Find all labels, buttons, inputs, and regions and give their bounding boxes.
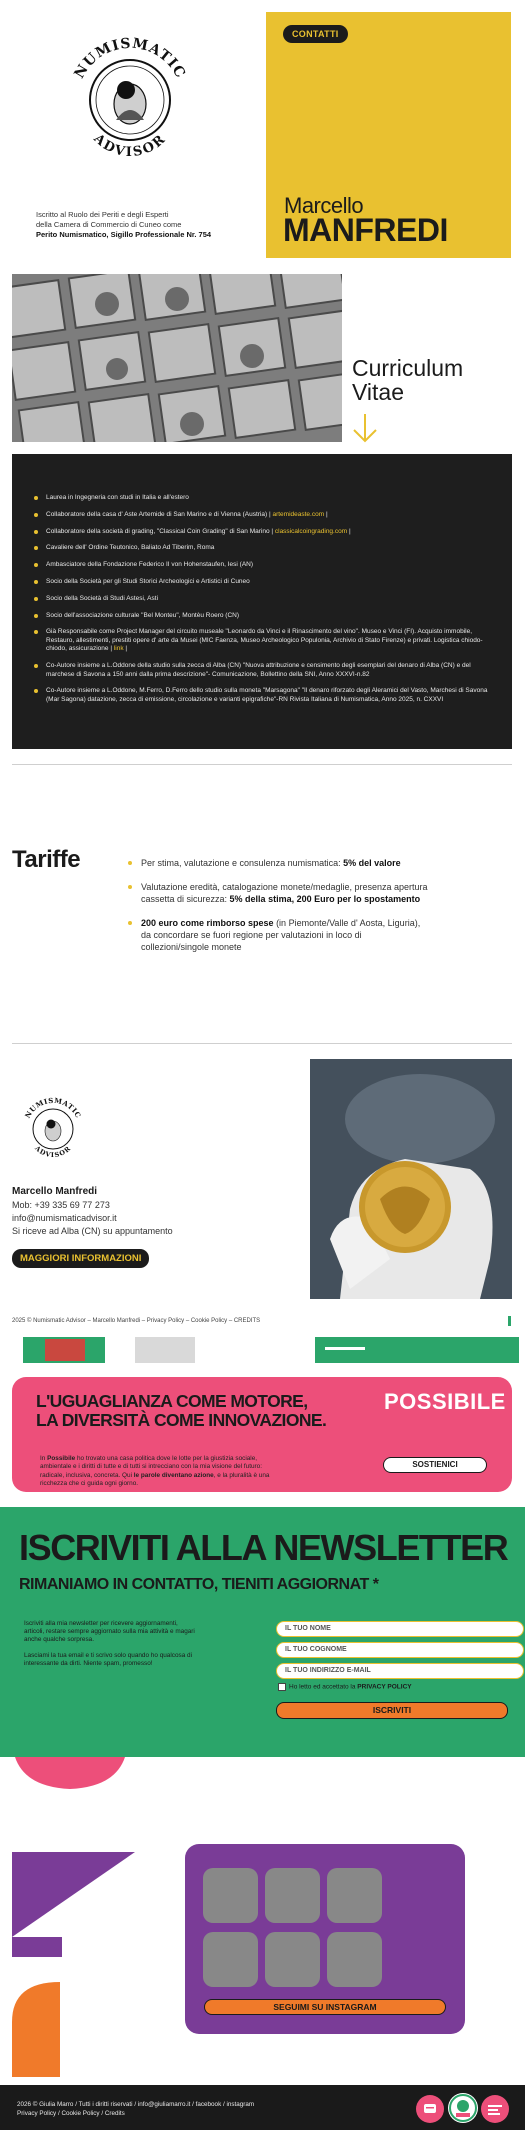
more-info-button[interactable]: MAGGIORI INFORMAZIONI <box>12 1249 149 1268</box>
hero-last-name: MANFREDI <box>283 212 448 248</box>
cv-list <box>34 494 489 713</box>
possibile-logo: POSSIBILE <box>384 1389 506 1414</box>
cv-title: Curriculum Vitae <box>352 355 464 405</box>
instagram-post-thumbnail[interactable] <box>327 1868 382 1923</box>
tariffe-item: 200 euro come rimborso spese (in Piemonte/Valle d' Aosta, Liguria), da concordare se fuori regione per valutazioni in loco di collezioni/singole monete <box>128 917 428 953</box>
cv-item: Cavaliere dell' Ordine Teutonico, Baliato Ad Tiberim, Roma <box>34 544 489 553</box>
privacy-policy-link[interactable]: PRIVACY POLICY <box>357 1683 412 1691</box>
registration-line: della Camera di Commercio di Cuneo come <box>36 220 182 229</box>
support-icon[interactable] <box>481 2095 509 2123</box>
footer-text[interactable]: 2026 © Giulia Marro / Tutti i diritti riservati / info@giuliamarro.it / facebook / instagram Privacy Policy / Cookie Policy / Credits <box>17 2101 255 2117</box>
registration-line: Iscritto al Ruolo dei Periti e degli Esperti <box>36 210 169 219</box>
newsletter-title: ISCRIVITI ALLA NEWSLETTER <box>19 1527 508 1568</box>
contact-mobile[interactable]: Mob: +39 335 69 77 273 <box>12 1200 110 1210</box>
decorative-shapes <box>0 1757 160 2077</box>
arrow-down-icon <box>350 412 380 444</box>
contact-name: Marcello Manfredi <box>12 1186 98 1197</box>
tariffe-list <box>128 857 428 965</box>
contact-location: Si riceve ad Alba (CN) su appuntamento <box>12 1226 173 1236</box>
chat-icon[interactable] <box>416 2095 444 2123</box>
cv-link[interactable]: artemideaste.com <box>272 510 325 518</box>
cv-item: Ambasciatore della Fondazione Federico II von Hohenstaufen, Iesi (AN) <box>34 561 489 570</box>
hero-first-name: Marcello <box>284 193 364 218</box>
divider <box>12 764 512 765</box>
cv-item: Collaboratore della casa d' Aste Artemide di San Marino e di Vienna (Austria) | artemideaste.com | <box>34 511 489 520</box>
cv-item: Co-Autore insieme a L.Oddone, M.Ferro, D.Ferro dello studio sulla moneta "Marsagona" "Il denaro riforzato degli Aleramici del Vasto, Marchesi di Savona (Mar Sagona) datazione, zecca di emissione, circolazione e varianti epigrafiche"-RN Rivista Italiana di Numismatica, Anno 2025, n. CXXVI <box>34 687 489 704</box>
tariffe-item: Valutazione eredità, catalogazione monete/medaglie, presenza apertura cassetta di sicurezza: 5% della stima, 200 Euro per lo spostamento <box>128 881 428 905</box>
instagram-post-thumbnail[interactable] <box>265 1868 320 1923</box>
cv-item: Laurea in Ingegneria con studi in Italia e all'estero <box>34 494 489 503</box>
cv-item: Co-Autore insieme a L.Oddone della studio sulla zecca di Alba (CN) "Nuova attribuzione e censimento degli esemplari del denaro di Alba (CN) e del marchese di Savona a 150 anni dalla prima descrizione"- Comunicazione, Bollettino della SNI, Anno XXXVI-n.82 <box>34 662 489 679</box>
follow-instagram-button[interactable]: SEGUIMI SU INSTAGRAM <box>204 1999 446 2015</box>
registration-seal: Perito Numismatico, Sigillo Professionale Nr. 754 <box>36 230 212 239</box>
instagram-post-thumbnail[interactable] <box>203 1868 258 1923</box>
instagram-post-thumbnail[interactable] <box>265 1932 320 1987</box>
footer-indicator <box>508 1316 511 1326</box>
cv-item: Socio dell'associazione culturale "Bel Monteu", Montèu Roero (CN) <box>34 612 489 621</box>
possibile-headline: L'UGUAGLIANZA COME MOTORE, LA DIVERSITÀ COME INNOVAZIONE. <box>36 1391 327 1430</box>
cv-item: Collaboratore della società di grading, "Classical Coin Grading" di San Marino | classicalcoingrading.com | <box>34 528 489 537</box>
cv-list-panel <box>12 454 512 749</box>
coins-tray-photo <box>12 274 342 442</box>
svg-text:ADVISOR: ADVISOR <box>33 1144 73 1160</box>
contacts-button[interactable]: CONTATTI <box>283 25 348 43</box>
checkbox-icon[interactable] <box>278 1683 286 1691</box>
numismatic-advisor-logo-small <box>18 1094 88 1164</box>
cv-item: Socio della Società per gli Studi Storici Archeologici e Artistici di Cuneo <box>34 578 489 587</box>
svg-text:NUMISMATIC: NUMISMATIC <box>22 1095 84 1120</box>
cv-link[interactable]: link <box>113 645 124 653</box>
registration-text <box>36 210 236 240</box>
tariffe-item: Per stima, valutazione e consulenza numismatica: 5% del valore <box>128 857 428 869</box>
cv-link[interactable]: classicalcoingrading.com <box>274 527 348 535</box>
newsletter-email-input[interactable]: IL TUO INDIRIZZO E-MAIL <box>276 1663 524 1679</box>
privacy-consent-checkbox[interactable]: Ho letto ed accettato la PRIVACY POLICY <box>278 1683 412 1691</box>
possibile-body: In Possibile ho trovato una casa politica dove le lotte per la giustizia sociale, ambientale e i diritti di tutte e di tutti si intrecciano con la mia visione del futuro: radicale, inclusiva, concreta. Qui le parole diventano azione, e la pluralità è una ricchezza che ci guida ogni giorno. <box>40 1455 270 1487</box>
newsletter-description: Iscriviti alla mia newsletter per ricevere aggiornamenti, articoli, restare sempre aggiornato sulla mia attività e magari anche qualche sorpresa. Lasciami la tua email e ti scrivo solo quando ho qualcosa di interessante da dirti. Niente spam, promesso! <box>24 1620 195 1667</box>
cv-item: Già Responsabile come Project Manager del circuito museale "Leonardo da Vinci e il Rinascimento del vino". Museo e Vinci (FI). Acquisto immobile, Restauro, allestimenti, prestiti opere d' arte da Musei (MIC Faenza, Museo Archeologico Populonia, Archivio di Stato Firenze) e privati. Logistica chiodo-chiodo, assicurazione | link | <box>34 628 489 654</box>
cv-item: Socio della Società di Studi Astesi, Asti <box>34 595 489 604</box>
instagram-post-thumbnail[interactable] <box>327 1932 382 1987</box>
numismatic-advisor-logo <box>60 30 200 170</box>
footer-copyright[interactable]: 2025 © Numismatic Advisor – Marcello Manfredi – Privacy Policy – Cookie Policy – CREDITS <box>12 1318 261 1324</box>
tariffe-title: Tariffe <box>12 846 81 873</box>
subscribe-button[interactable]: ISCRIVITI <box>276 1702 508 1719</box>
divider <box>12 1043 512 1044</box>
newsletter-name-input[interactable]: IL TUO NOME <box>276 1621 524 1637</box>
badge-icon[interactable] <box>448 2093 478 2123</box>
newsletter-surname-input[interactable]: IL TUO COGNOME <box>276 1642 524 1658</box>
svg-text:ADVISOR: ADVISOR <box>90 131 170 161</box>
instagram-post-thumbnail[interactable] <box>203 1932 258 1987</box>
newsletter-subtitle: RIMANIAMO IN CONTATTO, TIENITI AGGIORNAT * <box>19 1576 379 1593</box>
svg-text:NUMISMATIC: NUMISMATIC <box>71 35 189 82</box>
support-button[interactable]: SOSTIENICI <box>383 1457 487 1473</box>
gold-coin-photo <box>310 1059 512 1299</box>
banner-strip-image <box>5 1337 519 1363</box>
contact-email[interactable]: info@numismaticadvisor.it <box>12 1213 117 1223</box>
